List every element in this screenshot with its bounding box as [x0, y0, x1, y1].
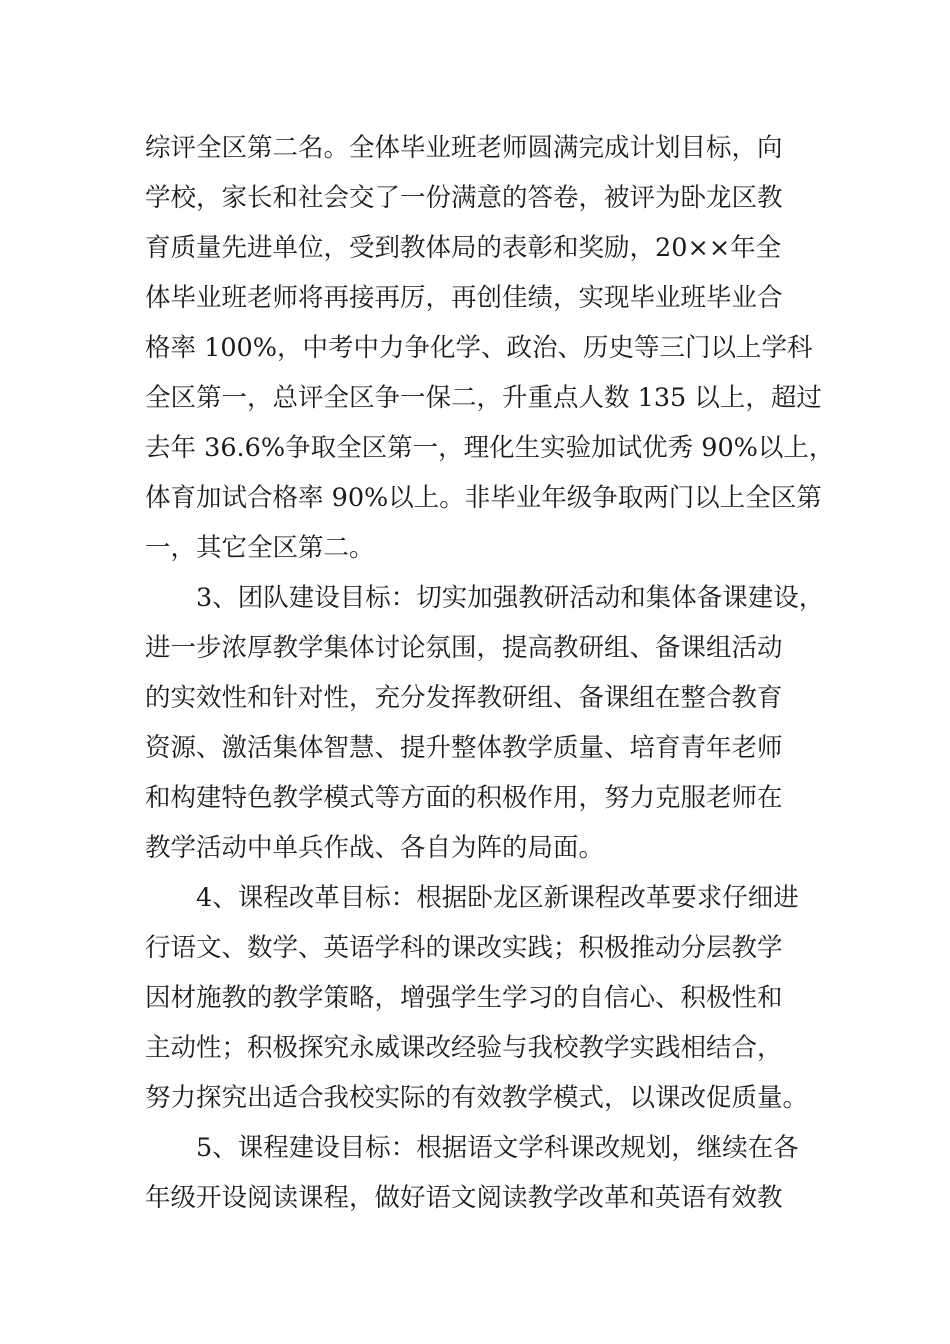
text-line: 体毕业班老师将再接再厉，再创佳绩，实现毕业班毕业合: [145, 283, 783, 313]
text-line: 教学活动中单兵作战、各自为阵的局面。: [145, 833, 605, 863]
paragraph-3-first-line: 3、团队建设目标：切实加强教研活动和集体备课建设，: [196, 583, 825, 613]
text-line: 因材施教的教学策略，增强学生学习的自信心、积极性和: [145, 983, 783, 1013]
text-line: 行语文、数学、英语学科的课改实践；积极推动分层教学: [145, 933, 783, 963]
text-line: 资源、激活集体智慧、提升整体教学质量、培育青年老师: [145, 733, 783, 763]
text-line: 去年 36.6%争取全区第一，理化生实验加试优秀 90%以上，: [145, 433, 835, 463]
text-line: 格率 100%，中考中力争化学、政治、历史等三门以上学科: [145, 333, 813, 363]
paragraph-4-first-line: 4、课程改革目标：根据卧龙区新课程改革要求仔细进: [196, 883, 799, 913]
text-line: 和构建特色教学模式等方面的积极作用，努力克服老师在: [145, 783, 783, 813]
text-line: 综评全区第二名。全体毕业班老师圆满完成计划目标，向: [145, 133, 783, 163]
text-line: 一，其它全区第二。: [145, 533, 375, 563]
paragraph-5-first-line: 5、课程建设目标：根据语文学科课改规划，继续在各: [196, 1133, 799, 1163]
text-line: 学校，家长和社会交了一份满意的答卷，被评为卧龙区教: [145, 183, 783, 213]
text-line: 进一步浓厚教学集体讨论氛围，提高教研组、备课组活动: [145, 633, 783, 663]
text-line: 育质量先进单位，受到教体局的表彰和奖励，20××年全: [145, 233, 782, 263]
text-line: 全区第一，总评全区争一保二，升重点人数 135 以上，超过: [145, 383, 822, 413]
text-line: 体育加试合格率 90%以上。非毕业年级争取两门以上全区第: [145, 483, 822, 513]
text-line: 主动性；积极探究永威课改经验与我校教学实践相结合，: [145, 1033, 783, 1063]
text-line: 年级开设阅读课程，做好语文阅读教学改革和英语有效教: [145, 1183, 783, 1213]
text-line: 努力探究出适合我校实际的有效教学模式，以课改促质量。: [145, 1083, 809, 1113]
text-line: 的实效性和针对性，充分发挥教研组、备课组在整合教育: [145, 683, 783, 713]
